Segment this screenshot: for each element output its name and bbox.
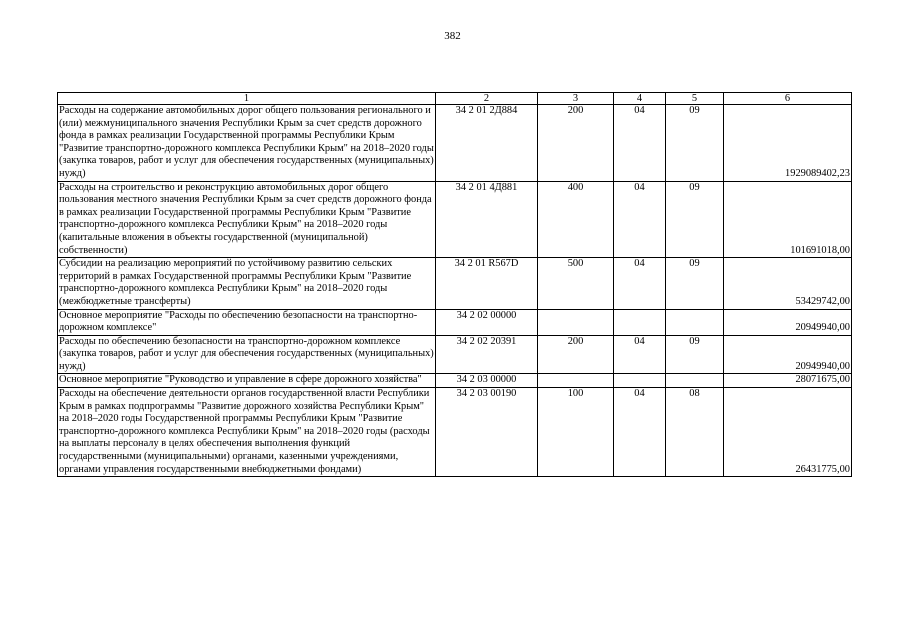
row-target-code: 34 2 02 00000: [436, 309, 538, 335]
page-number: 382: [444, 30, 461, 42]
row-expense-type: 200: [538, 335, 614, 374]
row-target-code: 34 2 01 2Д884: [436, 105, 538, 182]
row-section: 04: [614, 258, 666, 309]
header-cell: 2: [436, 93, 538, 105]
row-amount: 20949940,00: [724, 335, 852, 374]
row-amount: 1929089402,23: [724, 105, 852, 182]
row-target-code: 34 2 01 4Д881: [436, 181, 538, 258]
row-section: 04: [614, 181, 666, 258]
table-row: [58, 374, 852, 388]
table-row: [58, 335, 852, 374]
table-row: [58, 309, 852, 335]
row-target-code: 34 2 03 00000: [436, 374, 538, 388]
row-amount: 101691018,00: [724, 181, 852, 258]
row-description: Субсидии на реализацию мероприятий по устойчивому развитию сельских территорий в рамках Государственной программы Республики Крым "Развитие транспортно-дорожного комплекса Республики Крым" на 2018–2020 годы (межбюджетные трансферты): [58, 258, 436, 309]
row-section: 04: [614, 105, 666, 182]
row-description: Расходы на обеспечение деятельности органов государственной власти Республики Крым в рамках подпрограммы "Развитие дорожного хозяйства Республики Крым" на 2018–2020 годы Государственной программы Республики Крым "Развитие транспортно-дорожного комплекса Республики Крым" на 2018–2020 годы (расходы на выплаты персоналу в целях обеспечения выполнения функций государственными (муниципальными) органами, казенными учреждениями, органами управления государственными внебюджетными фондами): [58, 388, 436, 477]
row-section: [614, 374, 666, 388]
budget-table: [57, 92, 852, 477]
table-header-row: [58, 93, 852, 105]
row-section: 04: [614, 388, 666, 477]
row-target-code: 34 2 03 00190: [436, 388, 538, 477]
row-section: [614, 309, 666, 335]
row-target-code: 34 2 02 20391: [436, 335, 538, 374]
header-cell: 6: [724, 93, 852, 105]
row-expense-type: 400: [538, 181, 614, 258]
row-subsection: [666, 374, 724, 388]
row-subsection: [666, 309, 724, 335]
row-subsection: 09: [666, 335, 724, 374]
header-cell: 5: [666, 93, 724, 105]
row-amount: 28071675,00: [724, 374, 852, 388]
row-expense-type: 100: [538, 388, 614, 477]
header-cell: 3: [538, 93, 614, 105]
row-amount: 20949940,00: [724, 309, 852, 335]
row-subsection: 08: [666, 388, 724, 477]
row-description: Расходы на строительство и реконструкцию автомобильных дорог общего пользования местного значения Республики Крым за счет средств дорожного фонда в рамках реализации Государственной программы Республики Крым "Развитие транспортно-дорожного комплекса Республики Крым" на 2018–2020 годы (капитальные вложения в объекты государственной (муниципальной) собственности): [58, 181, 436, 258]
row-subsection: 09: [666, 105, 724, 182]
row-amount: 53429742,00: [724, 258, 852, 309]
row-section: 04: [614, 335, 666, 374]
table-row: [58, 388, 852, 477]
table-row: [58, 258, 852, 309]
row-expense-type: 500: [538, 258, 614, 309]
row-description: Основное мероприятие "Руководство и управление в сфере дорожного хозяйства": [58, 374, 436, 388]
row-description: Расходы по обеспечению безопасности на транспортно-дорожном комплексе (закупка товаров, работ и услуг для обеспечения государственных (муниципальных) нужд): [58, 335, 436, 374]
row-description: Расходы на содержание автомобильных дорог общего пользования регионального и (или) межмуниципального значения Республики Крым за счет средств дорожного фонда в рамках реализации Государственной программы Республики Крым "Развитие транспортно-дорожного комплекса Республики Крым" на 2018–2020 годы (закупка товаров, работ и услуг для обеспечения государственных (муниципальных) нужд): [58, 105, 436, 182]
row-expense-type: 200: [538, 105, 614, 182]
table-row: [58, 181, 852, 258]
row-amount: 26431775,00: [724, 388, 852, 477]
row-subsection: 09: [666, 258, 724, 309]
header-cell: 1: [58, 93, 436, 105]
header-cell: 4: [614, 93, 666, 105]
row-target-code: 34 2 01 R567D: [436, 258, 538, 309]
row-subsection: 09: [666, 181, 724, 258]
row-description: Основное мероприятие "Расходы по обеспечению безопасности на транспортно-дорожном комплексе": [58, 309, 436, 335]
row-expense-type: [538, 374, 614, 388]
table-row: [58, 105, 852, 182]
row-expense-type: [538, 309, 614, 335]
